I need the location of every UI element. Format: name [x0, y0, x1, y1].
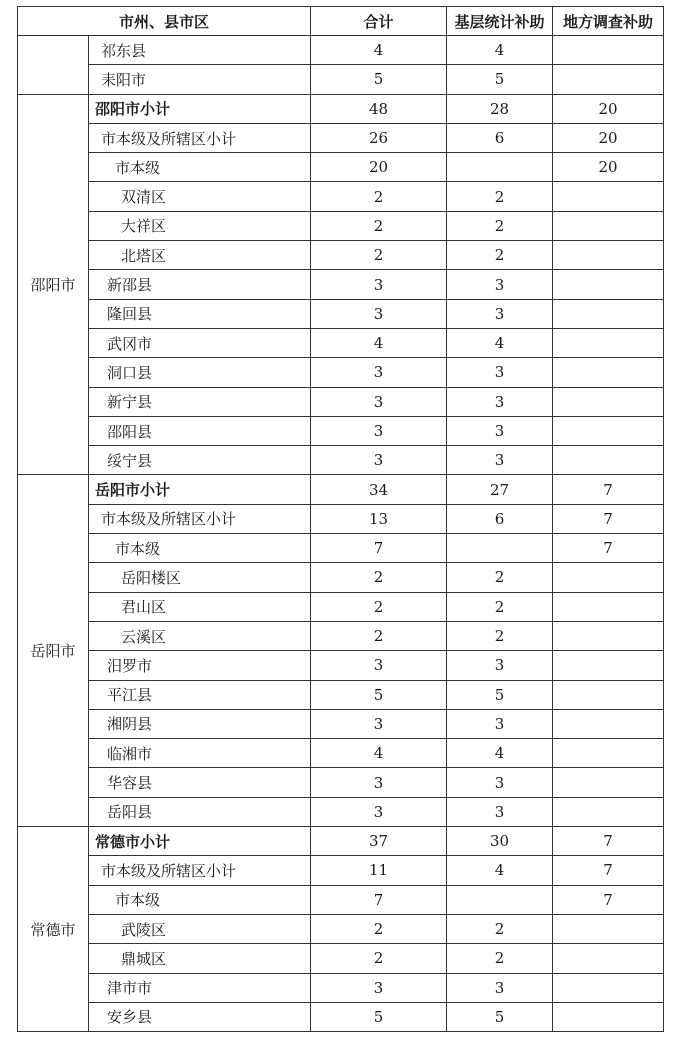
local-subsidy-cell	[553, 299, 664, 328]
basic-subsidy-cell	[447, 534, 553, 563]
basic-subsidy-cell: 3	[447, 446, 553, 475]
total-cell: 2	[311, 241, 447, 270]
local-subsidy-cell	[553, 739, 664, 768]
total-cell: 3	[311, 709, 447, 738]
local-subsidy-cell	[553, 241, 664, 270]
total-cell: 5	[311, 680, 447, 709]
basic-subsidy-cell: 3	[447, 709, 553, 738]
table-row	[18, 36, 664, 65]
total-cell: 4	[311, 36, 447, 65]
region-name-cell: 邵阳县	[89, 416, 311, 445]
table-row	[18, 241, 664, 270]
local-subsidy-cell	[553, 270, 664, 299]
basic-subsidy-cell: 3	[447, 387, 553, 416]
total-cell: 7	[311, 885, 447, 914]
region-name-cell: 洞口县	[89, 358, 311, 387]
total-cell: 3	[311, 299, 447, 328]
table-row	[18, 797, 664, 826]
table-row	[18, 270, 664, 299]
region-name-cell: 隆回县	[89, 299, 311, 328]
region-name-cell: 华容县	[89, 768, 311, 797]
local-subsidy-cell	[553, 621, 664, 650]
basic-subsidy-cell: 6	[447, 504, 553, 533]
basic-subsidy-cell	[447, 885, 553, 914]
region-name-cell: 北塔区	[89, 241, 311, 270]
total-cell: 2	[311, 182, 447, 211]
local-subsidy-cell	[553, 416, 664, 445]
basic-subsidy-cell: 2	[447, 563, 553, 592]
local-subsidy-cell	[553, 211, 664, 240]
total-cell: 26	[311, 123, 447, 152]
local-subsidy-cell	[553, 914, 664, 943]
local-subsidy-cell	[553, 387, 664, 416]
header-basic-subsidy: 基层统计补助	[447, 7, 553, 36]
total-cell: 34	[311, 475, 447, 504]
table-row	[18, 504, 664, 533]
local-subsidy-cell	[553, 797, 664, 826]
basic-subsidy-cell: 2	[447, 241, 553, 270]
total-cell: 3	[311, 270, 447, 299]
table-row	[18, 211, 664, 240]
city-cell	[18, 36, 89, 95]
total-cell: 48	[311, 94, 447, 123]
basic-subsidy-cell: 5	[447, 65, 553, 94]
local-subsidy-cell	[553, 36, 664, 65]
total-cell: 37	[311, 827, 447, 856]
local-subsidy-cell	[553, 680, 664, 709]
table-row	[18, 885, 664, 914]
local-subsidy-cell: 20	[553, 123, 664, 152]
table-row	[18, 416, 664, 445]
basic-subsidy-cell: 4	[447, 36, 553, 65]
region-name-cell: 津市市	[89, 973, 311, 1002]
region-name-cell: 岳阳县	[89, 797, 311, 826]
local-subsidy-cell	[553, 768, 664, 797]
local-subsidy-cell: 7	[553, 534, 664, 563]
region-name-cell: 湘阴县	[89, 709, 311, 738]
basic-subsidy-cell: 2	[447, 211, 553, 240]
local-subsidy-cell	[553, 973, 664, 1002]
local-subsidy-cell	[553, 358, 664, 387]
basic-subsidy-cell: 5	[447, 680, 553, 709]
total-cell: 3	[311, 358, 447, 387]
total-cell: 4	[311, 739, 447, 768]
header-total: 合计	[311, 7, 447, 36]
table-row	[18, 94, 664, 123]
local-subsidy-cell: 20	[553, 94, 664, 123]
table-row	[18, 475, 664, 504]
local-subsidy-cell	[553, 563, 664, 592]
table-row	[18, 680, 664, 709]
table-row	[18, 182, 664, 211]
basic-subsidy-cell: 2	[447, 914, 553, 943]
region-name-cell: 市本级	[89, 153, 311, 182]
basic-subsidy-cell: 27	[447, 475, 553, 504]
basic-subsidy-cell	[447, 153, 553, 182]
local-subsidy-cell	[553, 65, 664, 94]
table-row	[18, 534, 664, 563]
basic-subsidy-cell: 3	[447, 797, 553, 826]
region-name-cell: 安乡县	[89, 1002, 311, 1031]
header-local-subsidy: 地方调查补助	[553, 7, 664, 36]
local-subsidy-cell: 7	[553, 475, 664, 504]
total-cell: 3	[311, 797, 447, 826]
table-row	[18, 123, 664, 152]
table-row	[18, 944, 664, 973]
region-name-cell: 市本级	[89, 885, 311, 914]
city-cell: 岳阳市	[18, 475, 89, 827]
basic-subsidy-cell: 3	[447, 973, 553, 1002]
basic-subsidy-cell: 2	[447, 182, 553, 211]
region-name-cell: 绥宁县	[89, 446, 311, 475]
table-header-row	[18, 7, 664, 36]
basic-subsidy-cell: 4	[447, 739, 553, 768]
region-name-cell: 君山区	[89, 592, 311, 621]
total-cell: 20	[311, 153, 447, 182]
basic-subsidy-cell: 6	[447, 123, 553, 152]
city-cell: 常德市	[18, 827, 89, 1032]
basic-subsidy-cell: 5	[447, 1002, 553, 1031]
total-cell: 2	[311, 944, 447, 973]
total-cell: 13	[311, 504, 447, 533]
local-subsidy-cell	[553, 182, 664, 211]
region-name-cell: 云溪区	[89, 621, 311, 650]
basic-subsidy-cell: 3	[447, 358, 553, 387]
region-name-cell: 汨罗市	[89, 651, 311, 680]
total-cell: 5	[311, 1002, 447, 1031]
table-row	[18, 358, 664, 387]
table-row	[18, 651, 664, 680]
region-name-cell: 鼎城区	[89, 944, 311, 973]
basic-subsidy-cell: 4	[447, 856, 553, 885]
basic-subsidy-cell: 2	[447, 592, 553, 621]
header-region: 市州、县市区	[18, 7, 311, 36]
total-cell: 2	[311, 211, 447, 240]
local-subsidy-cell	[553, 446, 664, 475]
region-name-cell: 常德市小计	[89, 827, 311, 856]
total-cell: 3	[311, 973, 447, 1002]
subsidy-table-page	[17, 6, 663, 1032]
total-cell: 7	[311, 534, 447, 563]
table-row	[18, 621, 664, 650]
table-row	[18, 1002, 664, 1031]
table-row	[18, 299, 664, 328]
region-name-cell: 岳阳楼区	[89, 563, 311, 592]
region-name-cell: 市本级及所辖区小计	[89, 123, 311, 152]
local-subsidy-cell	[553, 328, 664, 357]
region-name-cell: 耒阳市	[89, 65, 311, 94]
region-name-cell: 平江县	[89, 680, 311, 709]
table-row	[18, 387, 664, 416]
region-name-cell: 新邵县	[89, 270, 311, 299]
basic-subsidy-cell: 3	[447, 299, 553, 328]
table-row	[18, 592, 664, 621]
table-row	[18, 768, 664, 797]
total-cell: 3	[311, 416, 447, 445]
table-row	[18, 856, 664, 885]
total-cell: 3	[311, 446, 447, 475]
basic-subsidy-cell: 3	[447, 651, 553, 680]
table-row	[18, 328, 664, 357]
table-row	[18, 709, 664, 738]
table-row	[18, 973, 664, 1002]
city-cell: 邵阳市	[18, 94, 89, 475]
subsidy-table	[17, 6, 664, 1032]
region-name-cell: 双清区	[89, 182, 311, 211]
region-name-cell: 祁东县	[89, 36, 311, 65]
basic-subsidy-cell: 3	[447, 768, 553, 797]
region-name-cell: 岳阳市小计	[89, 475, 311, 504]
total-cell: 3	[311, 768, 447, 797]
local-subsidy-cell: 7	[553, 827, 664, 856]
local-subsidy-cell: 7	[553, 856, 664, 885]
local-subsidy-cell	[553, 1002, 664, 1031]
region-name-cell: 新宁县	[89, 387, 311, 416]
basic-subsidy-cell: 3	[447, 416, 553, 445]
local-subsidy-cell: 7	[553, 504, 664, 533]
region-name-cell: 市本级	[89, 534, 311, 563]
basic-subsidy-cell: 3	[447, 270, 553, 299]
region-name-cell: 临湘市	[89, 739, 311, 768]
basic-subsidy-cell: 30	[447, 827, 553, 856]
total-cell: 2	[311, 563, 447, 592]
local-subsidy-cell	[553, 651, 664, 680]
region-name-cell: 武陵区	[89, 914, 311, 943]
region-name-cell: 市本级及所辖区小计	[89, 856, 311, 885]
table-row	[18, 563, 664, 592]
local-subsidy-cell: 20	[553, 153, 664, 182]
total-cell: 5	[311, 65, 447, 94]
table-row	[18, 914, 664, 943]
total-cell: 2	[311, 592, 447, 621]
table-row	[18, 739, 664, 768]
total-cell: 2	[311, 914, 447, 943]
total-cell: 3	[311, 651, 447, 680]
basic-subsidy-cell: 2	[447, 621, 553, 650]
local-subsidy-cell: 7	[553, 885, 664, 914]
region-name-cell: 武冈市	[89, 328, 311, 357]
basic-subsidy-cell: 4	[447, 328, 553, 357]
table-row	[18, 65, 664, 94]
basic-subsidy-cell: 28	[447, 94, 553, 123]
table-row	[18, 153, 664, 182]
basic-subsidy-cell: 2	[447, 944, 553, 973]
region-name-cell: 邵阳市小计	[89, 94, 311, 123]
local-subsidy-cell	[553, 709, 664, 738]
table-row	[18, 827, 664, 856]
region-name-cell: 市本级及所辖区小计	[89, 504, 311, 533]
total-cell: 3	[311, 387, 447, 416]
local-subsidy-cell	[553, 592, 664, 621]
table-body	[18, 36, 664, 1032]
total-cell: 2	[311, 621, 447, 650]
region-name-cell: 大祥区	[89, 211, 311, 240]
total-cell: 4	[311, 328, 447, 357]
local-subsidy-cell	[553, 944, 664, 973]
table-row	[18, 446, 664, 475]
total-cell: 11	[311, 856, 447, 885]
